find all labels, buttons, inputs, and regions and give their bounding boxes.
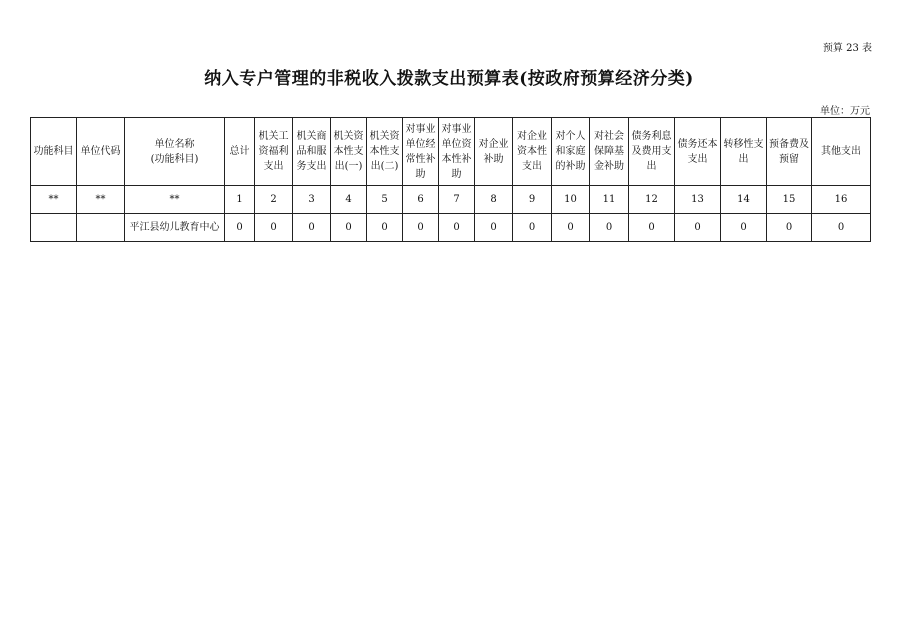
value-cell: 0	[629, 214, 675, 242]
value-cell: 0	[513, 214, 552, 242]
value-cell: 0	[403, 214, 439, 242]
value-cell: 0	[552, 214, 590, 242]
value-cell: 0	[767, 214, 812, 242]
index-cell: 2	[255, 186, 293, 214]
header-cell: 债务还本 支出	[675, 118, 721, 186]
header-cell: 对社会 保障基 金补助	[590, 118, 629, 186]
header-cell: 预备费及 预留	[767, 118, 812, 186]
index-cell: 11	[590, 186, 629, 214]
form-number: 预算 23 表	[822, 43, 872, 54]
value-cell: 0	[255, 214, 293, 242]
index-cell: **	[31, 186, 77, 214]
value-cell: 0	[439, 214, 475, 242]
header-cell: 转移性支 出	[721, 118, 767, 186]
header-row	[31, 118, 871, 186]
index-cell: 7	[439, 186, 475, 214]
index-cell: 12	[629, 186, 675, 214]
header-cell: 对事业 单位资 本性补 助	[439, 118, 475, 186]
header-cell: 机关工 资福利 支出	[255, 118, 293, 186]
index-cell: 10	[552, 186, 590, 214]
index-cell: 8	[475, 186, 513, 214]
header-cell: 机关资 本性支 出(二)	[367, 118, 403, 186]
value-cell: 0	[293, 214, 331, 242]
header-cell: 债务利息 及费用支 出	[629, 118, 675, 186]
header-cell: 单位名称 (功能科目)	[125, 118, 225, 186]
index-cell: **	[77, 186, 125, 214]
header-cell: 机关商 品和服 务支出	[293, 118, 331, 186]
header-cell: 单位代码	[77, 118, 125, 186]
value-cell: 0	[225, 214, 255, 242]
header-cell: 其他支出	[812, 118, 871, 186]
index-cell: 9	[513, 186, 552, 214]
index-cell: 15	[767, 186, 812, 214]
value-cell: 0	[721, 214, 767, 242]
header-cell: 总计	[225, 118, 255, 186]
header-cell: 对企业 资本性 支出	[513, 118, 552, 186]
page-title: 纳入专户管理的非税收入拨款支出预算表(按政府预算经济分类)	[204, 69, 694, 89]
index-cell: 16	[812, 186, 871, 214]
value-cell: 0	[367, 214, 403, 242]
unit-code-cell	[77, 214, 125, 242]
unit-label: 单位：万元	[820, 106, 870, 117]
index-row	[31, 186, 871, 214]
value-cell: 0	[475, 214, 513, 242]
index-cell: **	[125, 186, 225, 214]
index-cell: 4	[331, 186, 367, 214]
header-cell: 功能科目	[31, 118, 77, 186]
value-cell: 0	[590, 214, 629, 242]
index-cell: 5	[367, 186, 403, 214]
value-cell: 0	[331, 214, 367, 242]
function-subject-cell	[31, 214, 77, 242]
table-row	[31, 214, 871, 242]
value-cell: 0	[812, 214, 871, 242]
header-cell: 机关资 本性支 出(一)	[331, 118, 367, 186]
index-cell: 14	[721, 186, 767, 214]
value-cell: 0	[675, 214, 721, 242]
header-cell: 对事业 单位经 常性补 助	[403, 118, 439, 186]
index-cell: 6	[403, 186, 439, 214]
index-cell: 3	[293, 186, 331, 214]
index-cell: 13	[675, 186, 721, 214]
index-cell: 1	[225, 186, 255, 214]
header-cell: 对企业 补助	[475, 118, 513, 186]
budget-table	[30, 117, 871, 242]
unit-name-cell: 平江县幼儿教育中心	[125, 214, 225, 242]
header-cell: 对个人 和家庭 的补助	[552, 118, 590, 186]
